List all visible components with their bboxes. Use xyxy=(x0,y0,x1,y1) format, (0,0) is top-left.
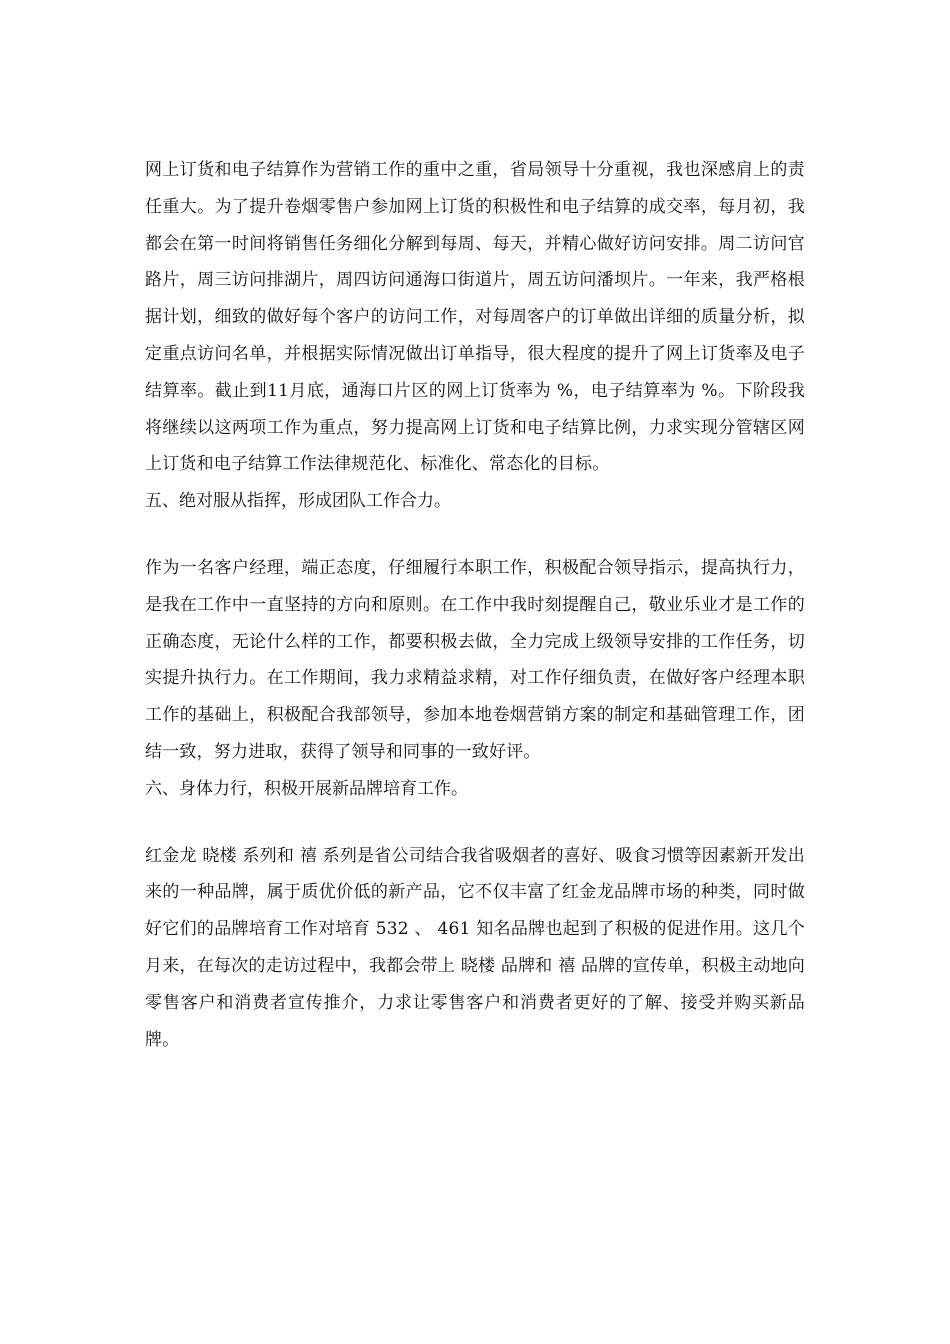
paragraph-new-brand: 红金龙 晓楼 系列和 禧 系列是省公司结合我省吸烟者的喜好、吸食习惯等因素新开发出来的一种品牌，属于质优价低的新产品，它不仅丰富了红金龙品牌市场的种类，同时做好它们的品牌培育工作对培育 532 、 461 知名品牌也起到了积极的促进作用。这几个月来，在每次的走访过程中，我都会带上 晓楼 品牌和 禧 品牌的宣传单，积极主动地向零售客户和消费者宣传推介，力求让零售客户和消费者更好的了解、接受并购买新品牌。 xyxy=(145,845,805,1050)
document-body xyxy=(145,152,805,1058)
paragraph-online-ordering: 网上订货和电子结算作为营销工作的重中之重，省局领导十分重视，我也深感肩上的责任重大。为了提升卷烟零售户参加网上订货的积极性和电子结算的成交率，每月初，我都会在第一时间将销售任务细化分解到每周、每天，并精心做好访问安排。周二访问官路片，周三访问排湖片，周四访问通海口街道片，周五访问潘坝片。一年来，我严格根据计划，细致的做好每个客户的访问工作，对每周客户的订单做出详细的质量分析，拟定重点访问名单，并根据实际情况做出订单指导，很大程度的提升了网上订货率及电子结算率。截止到11月底，通海口片区的网上订货率为 %，电子结算率为 %。下阶段我将继续以这两项工作为重点，努力提高网上订货和电子结算比例，力求实现分管辖区网上订货和电子结算工作法律规范化、标准化、常态化的目标。 xyxy=(145,160,805,475)
paragraph-teamwork: 作为一名客户经理，端正态度，仔细履行本职工作，积极配合领导指示，提高执行力，是我在工作中一直坚持的方向和原则。在工作中我时刻提醒自己，敬业乐业才是工作的正确态度，无论什么样的工作，都要积极去做，全力完成上级领导安排的工作任务，切实提升执行力。在工作期间，我力求精益求精，对工作仔细负责，在做好客户经理本职工作的基础上，积极配合我部领导，参加本地卷烟营销方案的制定和基础管理工作，团结一致，努力进取，获得了领导和同事的一致好评。 xyxy=(145,557,805,762)
section-heading-5: 五、绝对服从指挥，形成团队工作合力。 xyxy=(145,491,451,512)
section-heading-6: 六、身体力行，积极开展新品牌培育工作。 xyxy=(145,778,468,799)
